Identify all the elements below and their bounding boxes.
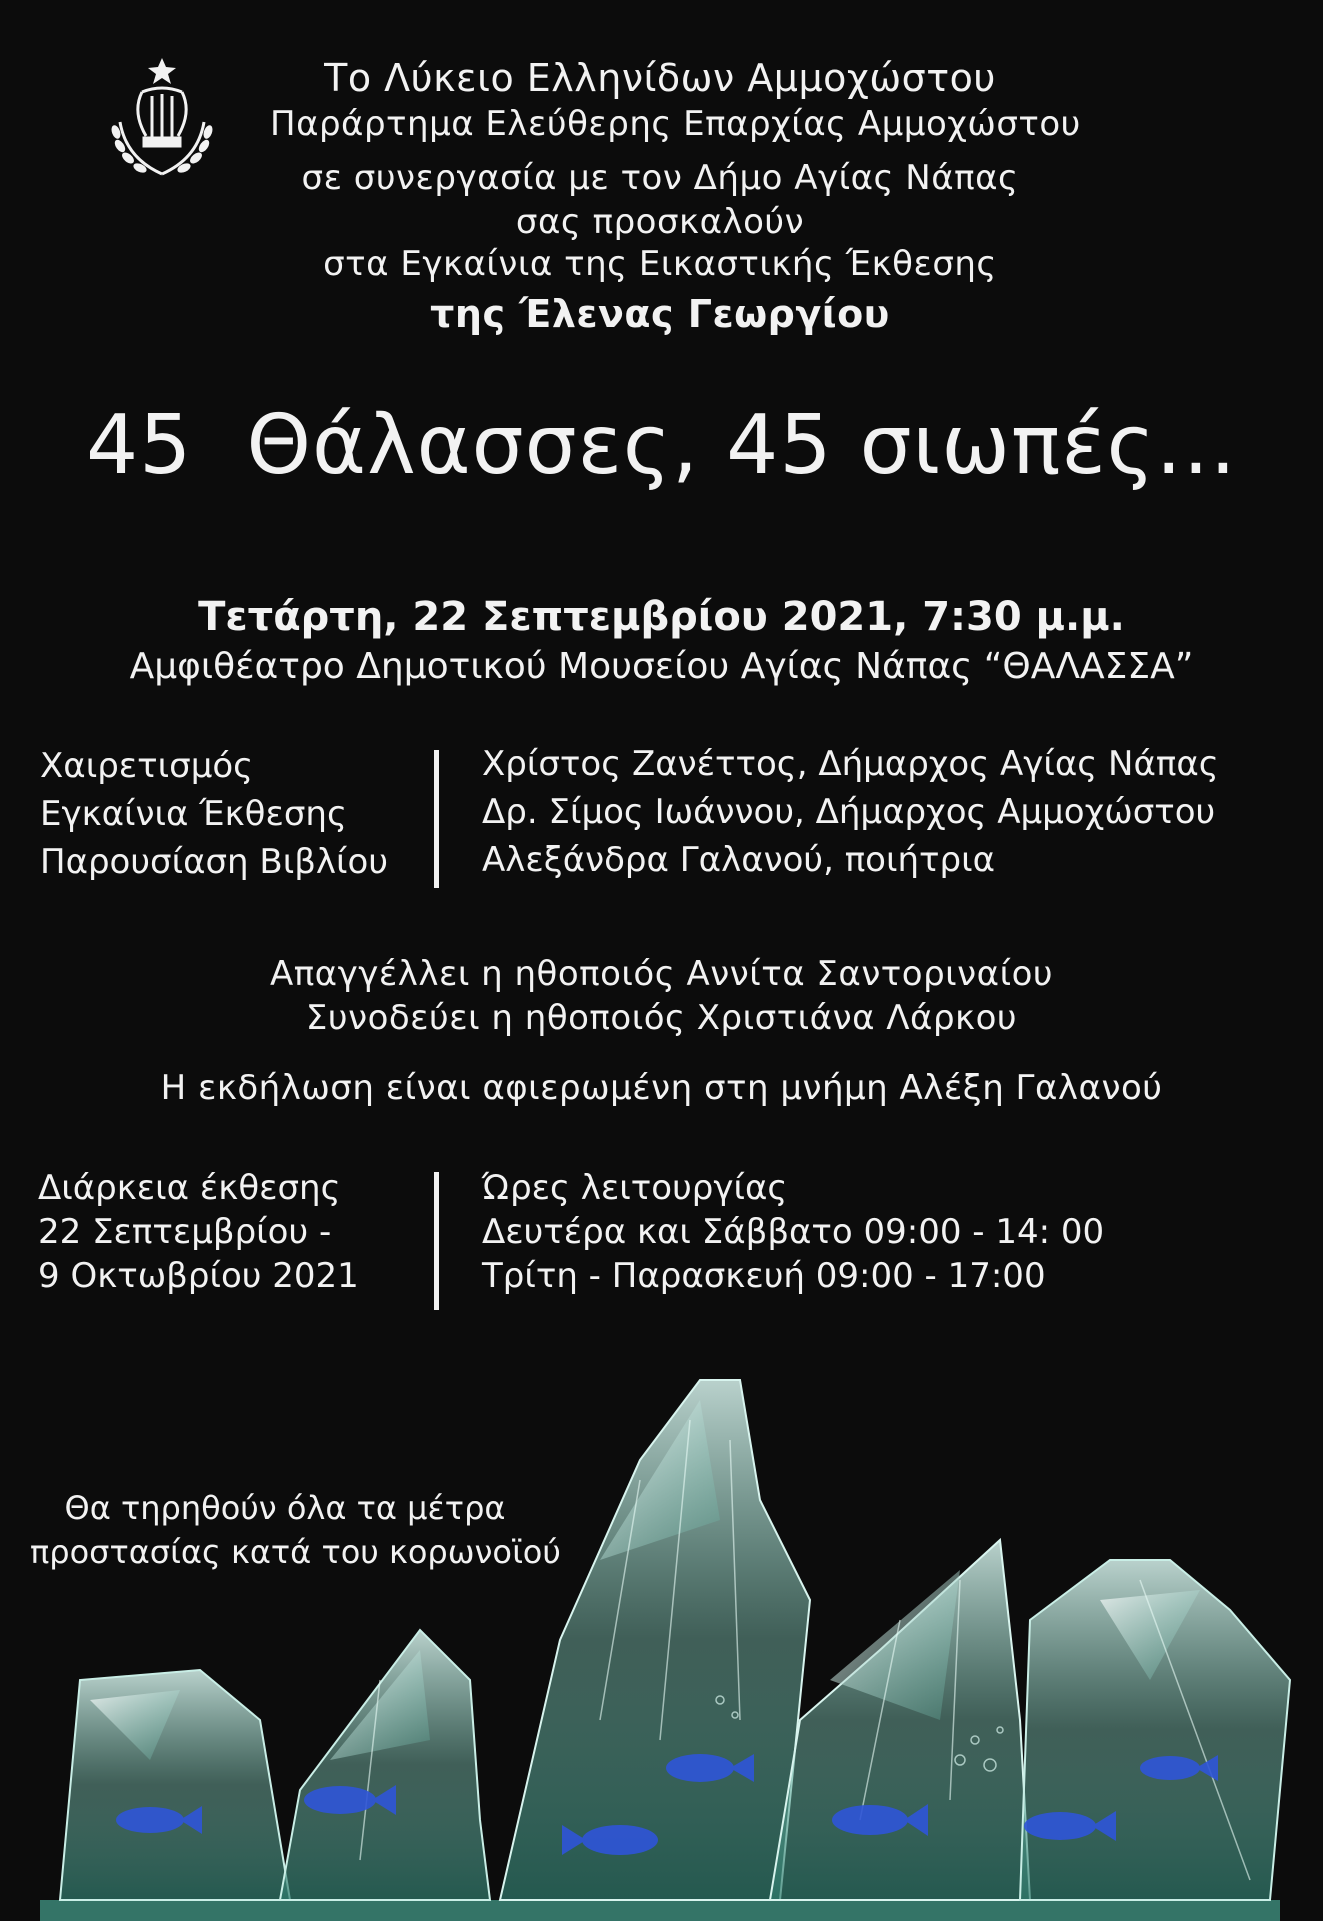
covid-notice-line: προστασίας κατά του κορωνοϊού (30, 1533, 561, 1571)
header-branch: Παράρτημα Ελεύθερης Επαρχίας Αμμοχώστου (270, 104, 1081, 144)
program-speaker: Χρίστος Ζανέττος, Δήμαρχος Αγίας Νάπας (482, 744, 1219, 784)
hours-label: Ώρες λειτουργίας (482, 1168, 788, 1208)
program-item: Εγκαίνια Έκθεσης (40, 794, 347, 834)
duration-to: 9 Οκτωβρίου 2021 (38, 1256, 359, 1296)
performer-recitation: Απαγγέλλει η ηθοποιός Αννίτα Σαντοριναίου (269, 954, 1054, 994)
exhibition-title: 45 Θάλασσες, 45 σιωπές... (86, 398, 1237, 493)
program-speakers (482, 740, 1219, 884)
program-speaker: Αλεξάνδρα Γαλανού, ποιήτρια (482, 840, 995, 880)
hours-divider (434, 1172, 439, 1310)
event-date-time: Τετάρτη, 22 Σεπτεμβρίου 2021, 7:30 μ.μ. (198, 594, 1125, 640)
glass-sculpture-artwork (0, 1320, 1323, 1921)
program-items (40, 742, 388, 886)
program-divider (434, 750, 439, 888)
dedication: Η εκδήλωση είναι αφιερωμένη στη μνήμη Αλέξη Γαλανού (160, 1068, 1163, 1108)
opening-hours (482, 1166, 1104, 1298)
hours-weekday: Τρίτη - Παρασκευή 09:00 - 17:00 (482, 1256, 1046, 1296)
program-item: Παρουσίαση Βιβλίου (40, 842, 389, 882)
duration-from: 22 Σεπτεμβρίου - (38, 1212, 332, 1252)
performer-accompaniment: Συνοδεύει η ηθοποιός Χριστιάνα Λάρκου (305, 998, 1018, 1038)
program-item: Χαιρετισμός (40, 746, 254, 786)
event-venue: Αμφιθέατρο Δημοτικού Μουσείου Αγίας Νάπας “ΘΑΛΑΣΣΑ” (129, 646, 1194, 687)
header-invite: σας προσκαλούν (515, 202, 805, 242)
header-organizer: Το Λύκειο Ελληνίδων Αμμοχώστου (324, 56, 996, 100)
header-collaboration: σε συνεργασία με τον Δήμο Αγίας Νάπας (301, 158, 1019, 198)
duration-label: Διάρκεια έκθεσης (38, 1168, 341, 1208)
lyre-logo-icon (100, 52, 224, 184)
program-speaker: Δρ. Σίμος Ιωάννου, Δήμαρχος Αμμοχώστου (482, 792, 1216, 832)
header-opening: στα Εγκαίνια της Εικαστικής Έκθεσης (323, 244, 997, 284)
artist-name: της Έλενας Γεωργίου (430, 292, 890, 336)
covid-notice-line: Θα τηρηθούν όλα τα μέτρα (64, 1489, 506, 1527)
exhibition-duration (38, 1166, 359, 1298)
hours-weekend: Δευτέρα και Σάββατο 09:00 - 14: 00 (482, 1212, 1105, 1252)
